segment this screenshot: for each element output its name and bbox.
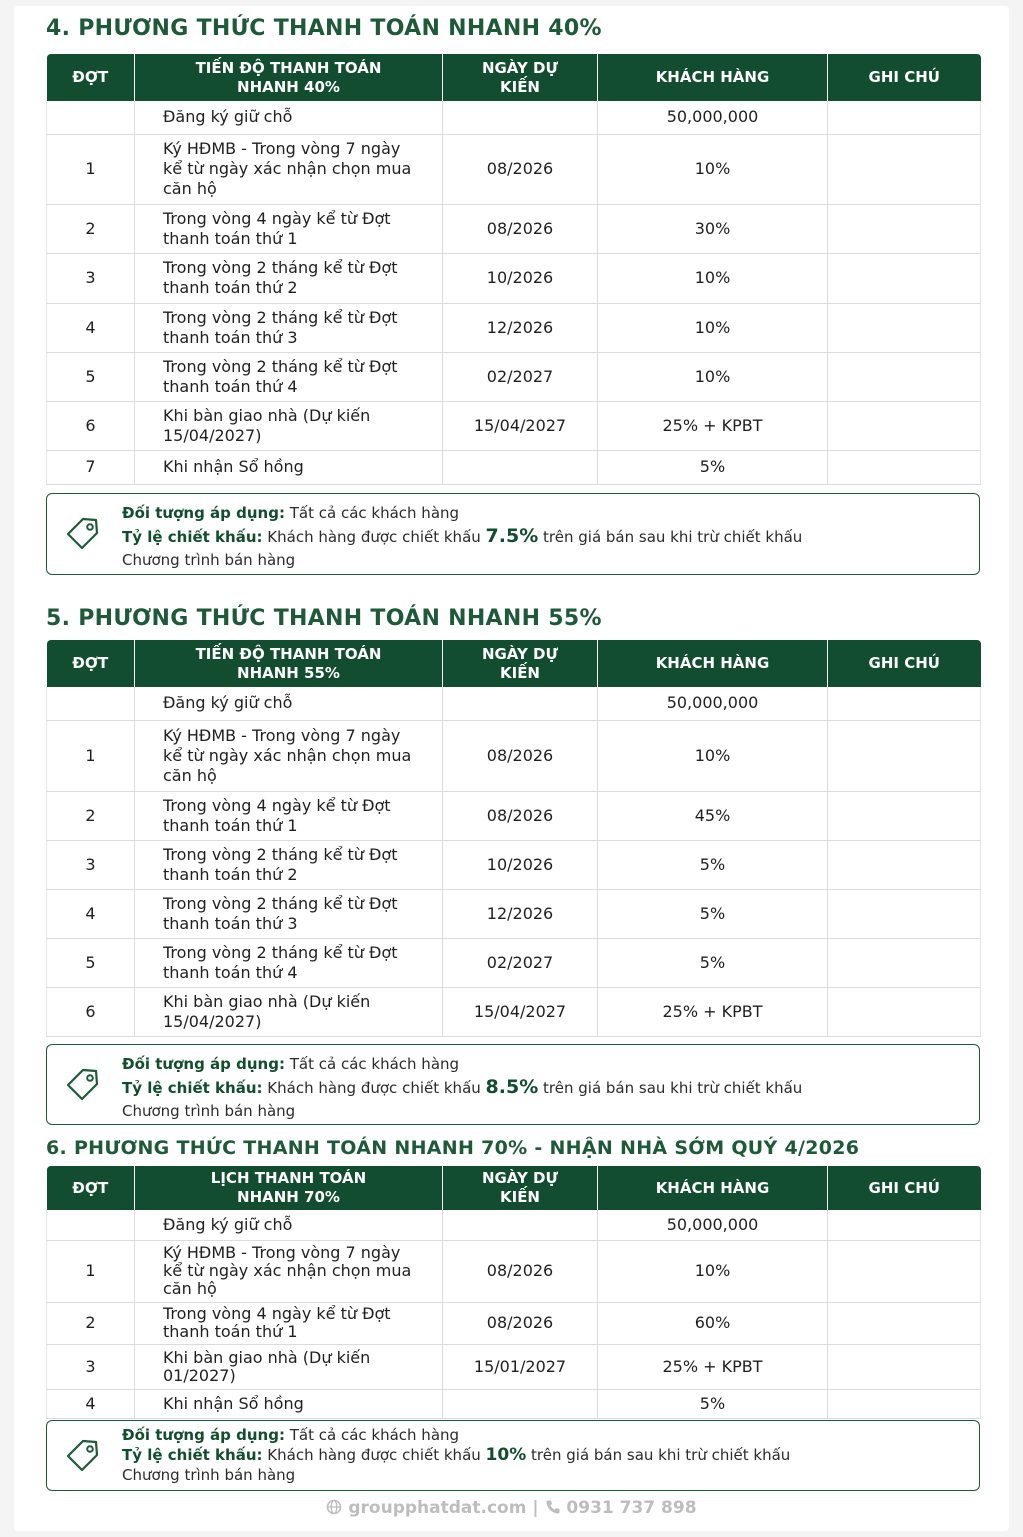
rate-prefix: Khách hàng được chiết khấu bbox=[267, 1079, 481, 1097]
discount-rate: 8.5% bbox=[485, 1076, 539, 1098]
header-customer: KHÁCH HÀNG bbox=[598, 1166, 828, 1210]
discount-rate: 10% bbox=[485, 1445, 527, 1465]
cell-desc: Đăng ký giữ chỗ bbox=[135, 1210, 443, 1240]
cell-amount: 45% bbox=[598, 791, 828, 840]
payment-schedule-table bbox=[46, 1166, 981, 1419]
rate-suffix: trên giá bán sau khi trừ chiết khấu bbox=[531, 1446, 791, 1464]
cell-date bbox=[443, 1210, 598, 1240]
cell-date: 08/2026 bbox=[443, 204, 598, 253]
cell-dot: 7 bbox=[47, 450, 135, 484]
header-customer: KHÁCH HÀNG bbox=[598, 54, 828, 101]
target-value: Tất cả các khách hàng bbox=[289, 1426, 460, 1444]
cell-dot: 2 bbox=[47, 1302, 135, 1344]
cell-date: 08/2026 bbox=[443, 1240, 598, 1302]
discount-box bbox=[46, 1044, 980, 1125]
discount-rate: 7.5% bbox=[485, 525, 539, 547]
header-note: GHI CHÚ bbox=[828, 640, 981, 687]
rate-label: Tỷ lệ chiết khấu: bbox=[122, 1446, 263, 1464]
target-label: Đối tượng áp dụng: bbox=[122, 1426, 285, 1444]
cell-date: 12/2026 bbox=[443, 889, 598, 938]
cell-amount: 30% bbox=[598, 204, 828, 253]
cell-date: 08/2026 bbox=[443, 134, 598, 204]
cell-dot: 3 bbox=[47, 1344, 135, 1389]
cell-desc: Trong vòng 2 tháng kể từ Đợt thanh toán thứ 4 bbox=[135, 352, 443, 401]
cell-amount: 50,000,000 bbox=[598, 101, 828, 134]
cell-desc: Trong vòng 4 ngày kể từ Đợt thanh toán thứ 1 bbox=[135, 791, 443, 840]
cell-dot bbox=[47, 687, 135, 720]
cell-note bbox=[828, 303, 981, 352]
cell-amount: 10% bbox=[598, 352, 828, 401]
header-date: NGÀY DỰ KIẾN bbox=[443, 1166, 598, 1210]
program-label: Chương trình bán hàng bbox=[122, 1466, 296, 1484]
cell-date: 15/01/2027 bbox=[443, 1344, 598, 1389]
header-note: GHI CHÚ bbox=[828, 1166, 981, 1210]
cell-dot: 1 bbox=[47, 134, 135, 204]
target-value: Tất cả các khách hàng bbox=[289, 504, 460, 522]
section-title: 4. PHƯƠNG THỨC THANH TOÁN NHANH 40% bbox=[46, 16, 602, 41]
cell-date bbox=[443, 1389, 598, 1418]
cell-dot: 4 bbox=[47, 303, 135, 352]
header-date: NGÀY DỰ KIẾN bbox=[443, 640, 598, 687]
phone-number[interactable]: 0931 737 898 bbox=[566, 1498, 697, 1518]
cell-date: 10/2026 bbox=[443, 253, 598, 303]
cell-date: 15/04/2027 bbox=[443, 401, 598, 450]
cell-dot: 6 bbox=[47, 401, 135, 450]
cell-note bbox=[828, 791, 981, 840]
cell-amount: 25% + KPBT bbox=[598, 987, 828, 1036]
cell-desc: Khi nhận Sổ hồng bbox=[135, 1389, 443, 1418]
cell-amount: 5% bbox=[598, 938, 828, 987]
cell-note bbox=[828, 352, 981, 401]
cell-note bbox=[828, 1302, 981, 1344]
cell-dot: 2 bbox=[47, 204, 135, 253]
cell-amount: 10% bbox=[598, 134, 828, 204]
cell-note bbox=[828, 938, 981, 987]
header-note: GHI CHÚ bbox=[828, 54, 981, 101]
discount-box bbox=[46, 493, 980, 575]
rate-suffix: trên giá bán sau khi trừ chiết khấu bbox=[543, 1079, 803, 1097]
cell-amount: 25% + KPBT bbox=[598, 401, 828, 450]
cell-note bbox=[828, 1389, 981, 1418]
cell-amount: 60% bbox=[598, 1302, 828, 1344]
rate-label: Tỷ lệ chiết khấu: bbox=[122, 528, 263, 546]
cell-note bbox=[828, 204, 981, 253]
cell-desc: Ký HĐMB - Trong vòng 7 ngày kể từ ngày xác nhận chọn mua căn hộ bbox=[135, 134, 443, 204]
cell-desc: Trong vòng 2 tháng kể từ Đợt thanh toán thứ 2 bbox=[135, 253, 443, 303]
section-title: 6. PHƯƠNG THỨC THANH TOÁN NHANH 70% - NHẬN NHÀ SỚM QUÝ 4/2026 bbox=[46, 1137, 860, 1159]
rate-suffix: trên giá bán sau khi trừ chiết khấu bbox=[543, 528, 803, 546]
cell-amount: 10% bbox=[598, 303, 828, 352]
target-value: Tất cả các khách hàng bbox=[289, 1055, 460, 1073]
program-label: Chương trình bán hàng bbox=[122, 551, 296, 569]
cell-date: 15/04/2027 bbox=[443, 987, 598, 1036]
website-link[interactable]: groupphatdat.com bbox=[348, 1498, 527, 1518]
discount-box bbox=[46, 1420, 980, 1491]
header-dot: ĐỢT bbox=[47, 640, 135, 687]
cell-note bbox=[828, 687, 981, 720]
cell-dot: 5 bbox=[47, 352, 135, 401]
cell-note bbox=[828, 1344, 981, 1389]
cell-desc: Ký HĐMB - Trong vòng 7 ngày kể từ ngày xác nhận chọn mua căn hộ bbox=[135, 720, 443, 791]
header-dot: ĐỢT bbox=[47, 54, 135, 101]
cell-dot: 1 bbox=[47, 720, 135, 791]
cell-note bbox=[828, 101, 981, 134]
cell-desc: Trong vòng 2 tháng kể từ Đợt thanh toán thứ 4 bbox=[135, 938, 443, 987]
cell-amount: 10% bbox=[598, 253, 828, 303]
header-customer: KHÁCH HÀNG bbox=[598, 640, 828, 687]
footer bbox=[0, 1498, 1023, 1518]
cell-desc: Trong vòng 2 tháng kể từ Đợt thanh toán thứ 3 bbox=[135, 303, 443, 352]
cell-desc: Khi nhận Sổ hồng bbox=[135, 450, 443, 484]
cell-amount: 5% bbox=[598, 889, 828, 938]
cell-note bbox=[828, 401, 981, 450]
cell-date: 08/2026 bbox=[443, 791, 598, 840]
cell-dot: 2 bbox=[47, 791, 135, 840]
cell-amount: 5% bbox=[598, 840, 828, 889]
header-dot: ĐỢT bbox=[47, 1166, 135, 1210]
rate-prefix: Khách hàng được chiết khấu bbox=[267, 528, 481, 546]
phone-icon bbox=[545, 1498, 561, 1518]
cell-amount: 50,000,000 bbox=[598, 687, 828, 720]
cell-date: 12/2026 bbox=[443, 303, 598, 352]
cell-desc: Trong vòng 2 tháng kể từ Đợt thanh toán thứ 2 bbox=[135, 840, 443, 889]
cell-desc: Ký HĐMB - Trong vòng 7 ngày kể từ ngày xác nhận chọn mua căn hộ bbox=[135, 1240, 443, 1302]
cell-desc: Trong vòng 4 ngày kể từ Đợt thanh toán thứ 1 bbox=[135, 1302, 443, 1344]
cell-amount: 10% bbox=[598, 1240, 828, 1302]
globe-icon bbox=[326, 1498, 342, 1518]
section-title: 5. PHƯƠNG THỨC THANH TOÁN NHANH 55% bbox=[46, 606, 602, 631]
cell-date bbox=[443, 687, 598, 720]
header-date: NGÀY DỰ KIẾN bbox=[443, 54, 598, 101]
cell-date: 08/2026 bbox=[443, 720, 598, 791]
target-label: Đối tượng áp dụng: bbox=[122, 504, 285, 522]
cell-dot: 3 bbox=[47, 840, 135, 889]
cell-desc: Trong vòng 4 ngày kể từ Đợt thanh toán thứ 1 bbox=[135, 204, 443, 253]
cell-desc: Khi bàn giao nhà (Dự kiến 15/04/2027) bbox=[135, 401, 443, 450]
cell-date bbox=[443, 101, 598, 134]
cell-desc: Đăng ký giữ chỗ bbox=[135, 101, 443, 134]
cell-date bbox=[443, 450, 598, 484]
cell-amount: 5% bbox=[598, 1389, 828, 1418]
payment-table-section-6 bbox=[46, 1166, 980, 1419]
cell-desc: Khi bàn giao nhà (Dự kiến 01/2027) bbox=[135, 1344, 443, 1389]
cell-date: 02/2027 bbox=[443, 938, 598, 987]
cell-amount: 25% + KPBT bbox=[598, 1344, 828, 1389]
cell-dot: 6 bbox=[47, 987, 135, 1036]
payment-table-section-4 bbox=[46, 54, 980, 485]
cell-note bbox=[828, 987, 981, 1036]
cell-note bbox=[828, 1240, 981, 1302]
payment-table-section-5 bbox=[46, 640, 980, 1037]
cell-note bbox=[828, 889, 981, 938]
cell-amount: 10% bbox=[598, 720, 828, 791]
payment-schedule-table bbox=[46, 640, 981, 1037]
cell-dot: 4 bbox=[47, 1389, 135, 1418]
rate-prefix: Khách hàng được chiết khấu bbox=[267, 1446, 481, 1464]
cell-dot bbox=[47, 101, 135, 134]
target-label: Đối tượng áp dụng: bbox=[122, 1055, 285, 1073]
cell-note bbox=[828, 450, 981, 484]
cell-date: 02/2027 bbox=[443, 352, 598, 401]
cell-dot: 4 bbox=[47, 889, 135, 938]
price-tag-icon bbox=[63, 514, 103, 554]
cell-amount: 5% bbox=[598, 450, 828, 484]
header-progress: LỊCH THANH TOÁN NHANH 70% bbox=[135, 1166, 443, 1210]
cell-dot: 5 bbox=[47, 938, 135, 987]
cell-desc: Trong vòng 2 tháng kể từ Đợt thanh toán thứ 3 bbox=[135, 889, 443, 938]
cell-date: 10/2026 bbox=[443, 840, 598, 889]
cell-dot: 3 bbox=[47, 253, 135, 303]
cell-note bbox=[828, 840, 981, 889]
header-progress: TIẾN ĐỘ THANH TOÁN NHANH 40% bbox=[135, 54, 443, 101]
program-label: Chương trình bán hàng bbox=[122, 1102, 296, 1120]
footer-separator: | bbox=[532, 1498, 539, 1518]
cell-desc: Đăng ký giữ chỗ bbox=[135, 687, 443, 720]
cell-amount: 50,000,000 bbox=[598, 1210, 828, 1240]
cell-date: 08/2026 bbox=[443, 1302, 598, 1344]
cell-note bbox=[828, 134, 981, 204]
price-tag-icon bbox=[63, 1436, 103, 1476]
cell-note bbox=[828, 253, 981, 303]
header-progress: TIẾN ĐỘ THANH TOÁN NHANH 55% bbox=[135, 640, 443, 687]
cell-dot: 1 bbox=[47, 1240, 135, 1302]
cell-note bbox=[828, 1210, 981, 1240]
price-tag-icon bbox=[63, 1065, 103, 1105]
cell-dot bbox=[47, 1210, 135, 1240]
rate-label: Tỷ lệ chiết khấu: bbox=[122, 1079, 263, 1097]
payment-schedule-table bbox=[46, 54, 981, 485]
cell-desc: Khi bàn giao nhà (Dự kiến 15/04/2027) bbox=[135, 987, 443, 1036]
cell-note bbox=[828, 720, 981, 791]
